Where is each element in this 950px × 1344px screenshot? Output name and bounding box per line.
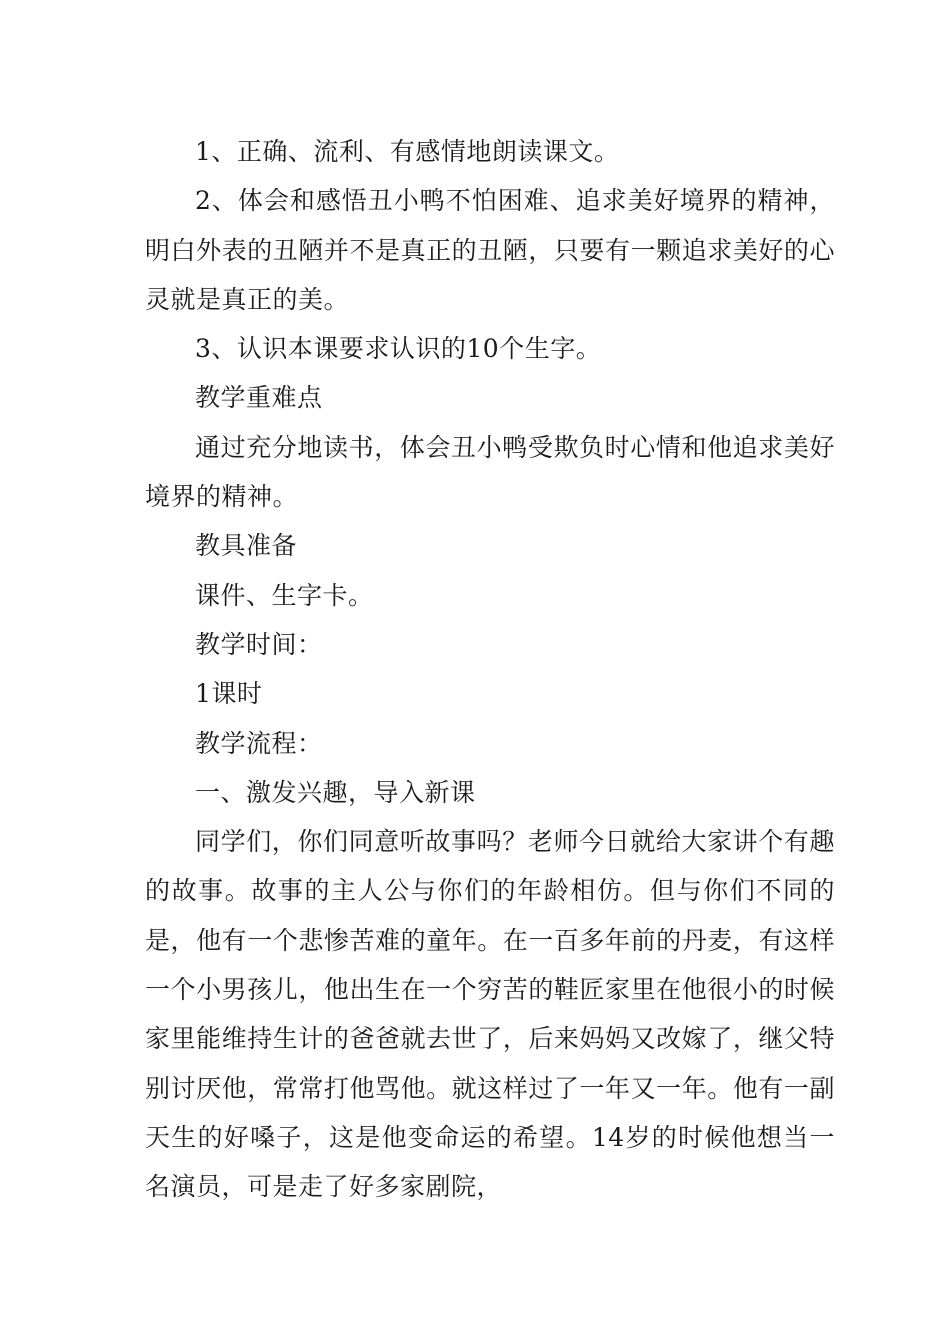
objective-1: 1、正确、流利、有感情地朗读课文。 (195, 137, 620, 166)
heading-teaching-time: 教学时间： (195, 629, 323, 659)
objective-3: 3、认识本课要求认识的10个生字。 (195, 334, 602, 364)
story-paragraph: 同学们，你们同意听故事吗？老师今日就给大家讲个有趣的故事。故事的主人公与你们的年龄相仿。但与你们不同的是，他有一个悲惨苦难的童年。在一百多年前的丹麦，有这样一个小男孩儿，他出生在一个穷苦的鞋匠家里在他很小的时候家里能维持生计的爸爸就去世了，后来妈妈又改嫁了，继父特别讨厌他，常常打他骂他。就这样过了一年又一年。他有一副天生的好嗓子，这是他变命运的希望。14岁的时候他想当一名演员，可是走了好多家剧院， (145, 827, 835, 1202)
heading-teaching-aids: 教具准备 (195, 531, 298, 561)
document-body (145, 127, 835, 1212)
teaching-time-text: 1课时 (195, 679, 263, 709)
objective-2: 2、体会和感悟丑小鸭不怕困难、追求美好境界的精神，明白外表的丑陋并不是真正的丑陋，只要有一颗追求美好的心灵就是真正的美。 (145, 186, 835, 314)
section-heading-1: 一、激发兴趣，导入新课 (195, 777, 476, 807)
teaching-aids-text: 课件、生字卡。 (195, 580, 374, 610)
key-difficulties-text: 通过充分地读书，体会丑小鸭受欺负时心情和他追求美好境界的精神。 (145, 432, 835, 512)
heading-key-difficulties: 教学重难点 (195, 383, 323, 413)
heading-teaching-process: 教学流程： (195, 728, 323, 758)
